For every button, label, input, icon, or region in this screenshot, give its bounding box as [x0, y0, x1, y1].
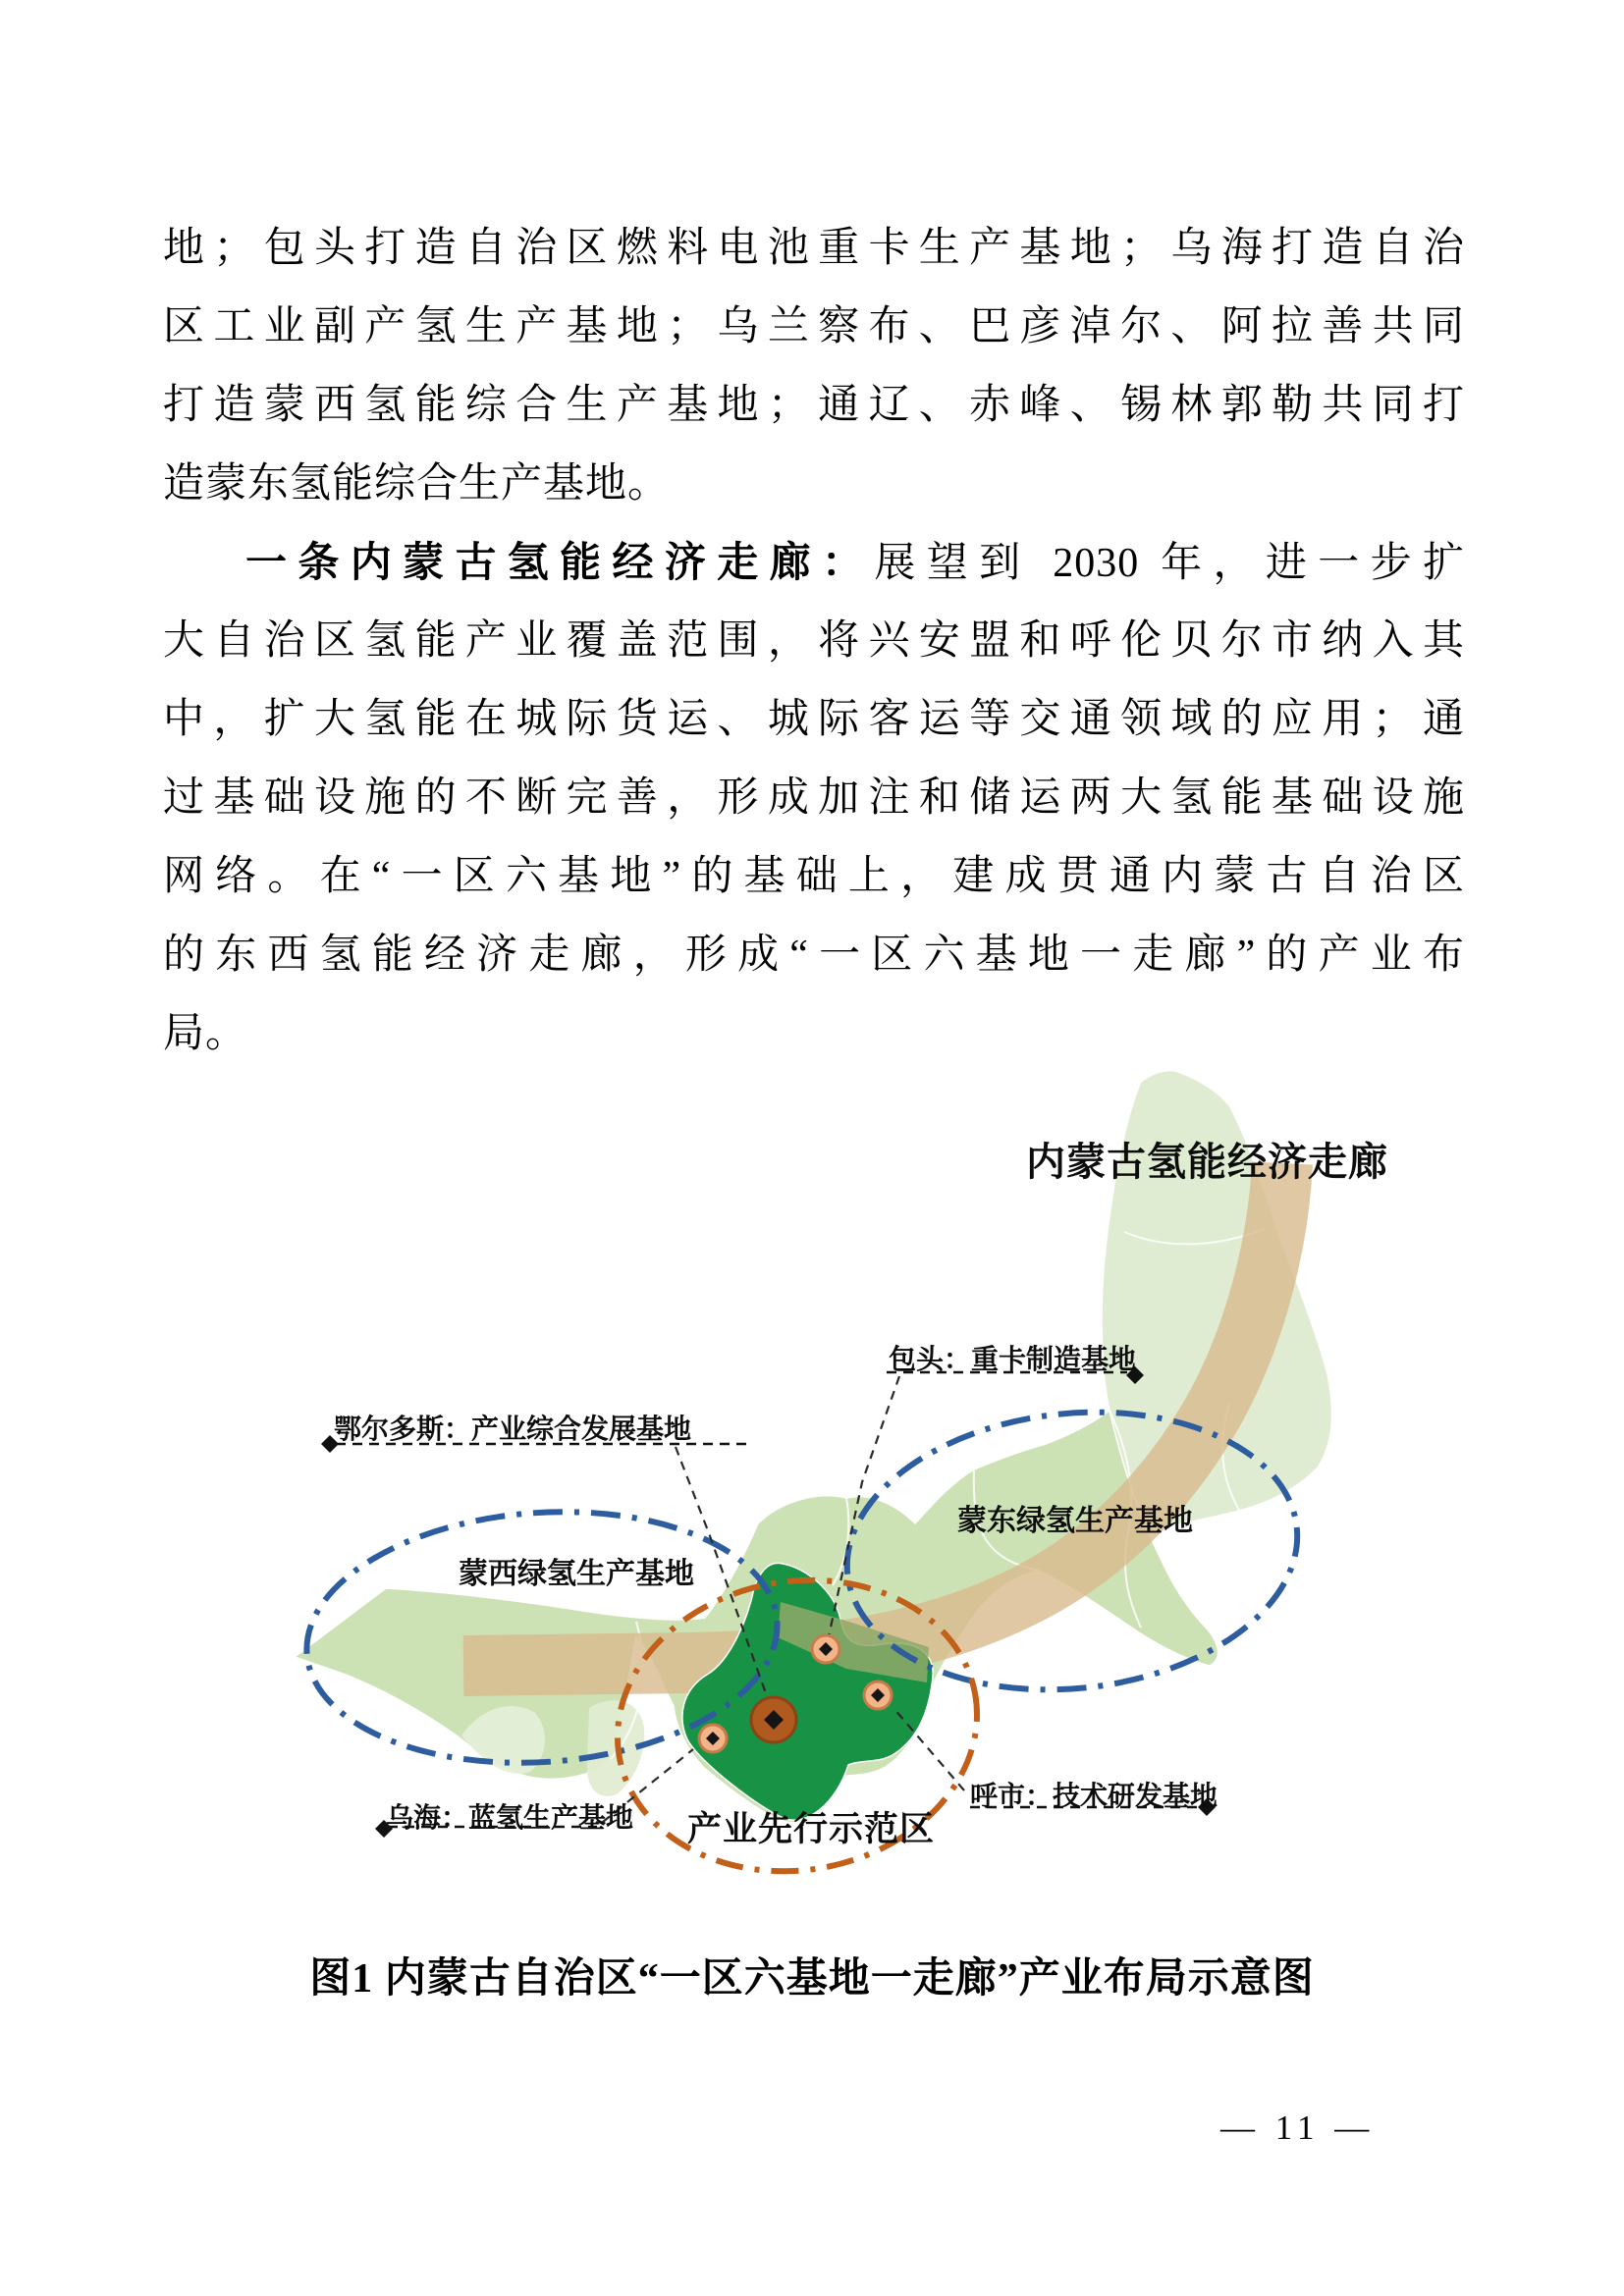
body-line-6: 大自治区氢能产业覆盖范围，将兴安盟和呼伦贝尔市纳入其	[163, 618, 1465, 664]
map-label-mengdong: 蒙东绿氢生产基地	[957, 1505, 1193, 1537]
body-line-7: 中，扩大氢能在城际货运、城际客运等交通领域的应用；通	[163, 697, 1465, 742]
map-label-hushi: 呼市：技术研发基地	[970, 1781, 1218, 1811]
body-line-4: 造蒙东氢能综合生产基地。	[163, 461, 671, 507]
body-line-8: 过基础设施的不断完善，形成加注和储运两大氢能基础设施	[163, 775, 1465, 821]
body-line-1: 地；包头打造自治区燃料电池重卡生产基地；乌海打造自治	[163, 226, 1465, 271]
page-number: — 11 —	[1220, 2109, 1376, 2147]
body-line-9: 网络。在“一区六基地”的基础上，建成贯通内蒙古自治区	[163, 854, 1465, 899]
paragraph-lead-bold: 一条内蒙古氢能经济走廊：	[245, 539, 875, 585]
map-label-ordos: 鄂尔多斯：产业综合发展基地	[334, 1414, 692, 1444]
map-label-baotou: 包头：重卡制造基地	[889, 1344, 1137, 1374]
map-label-demo-zone: 产业先行示范区	[687, 1810, 936, 1848]
body-line-2: 区工业副产氢生产基地；乌兰察布、巴彦淖尔、阿拉善共同	[163, 304, 1465, 349]
paragraph-lead-rest: 展望到 2030 年，进一步扩	[874, 541, 1465, 586]
body-line-11: 局。	[163, 1011, 248, 1056]
body-line-10: 的东西氢能经济走廊，形成“一区六基地一走廊”的产业布	[163, 933, 1465, 978]
map-label-wuhai: 乌海：蓝氢生产基地	[386, 1802, 634, 1833]
map-title: 内蒙古氢能经济走廊	[1026, 1141, 1388, 1184]
figure-caption: 图1 内蒙古自治区“一区六基地一走廊”产业布局示意图	[309, 1956, 1315, 2002]
body-line-3: 打造蒙西氢能综合生产基地；通辽、赤峰、锡林郭勒共同打	[163, 383, 1465, 428]
map-label-mengxi: 蒙西绿氢生产基地	[459, 1558, 694, 1590]
